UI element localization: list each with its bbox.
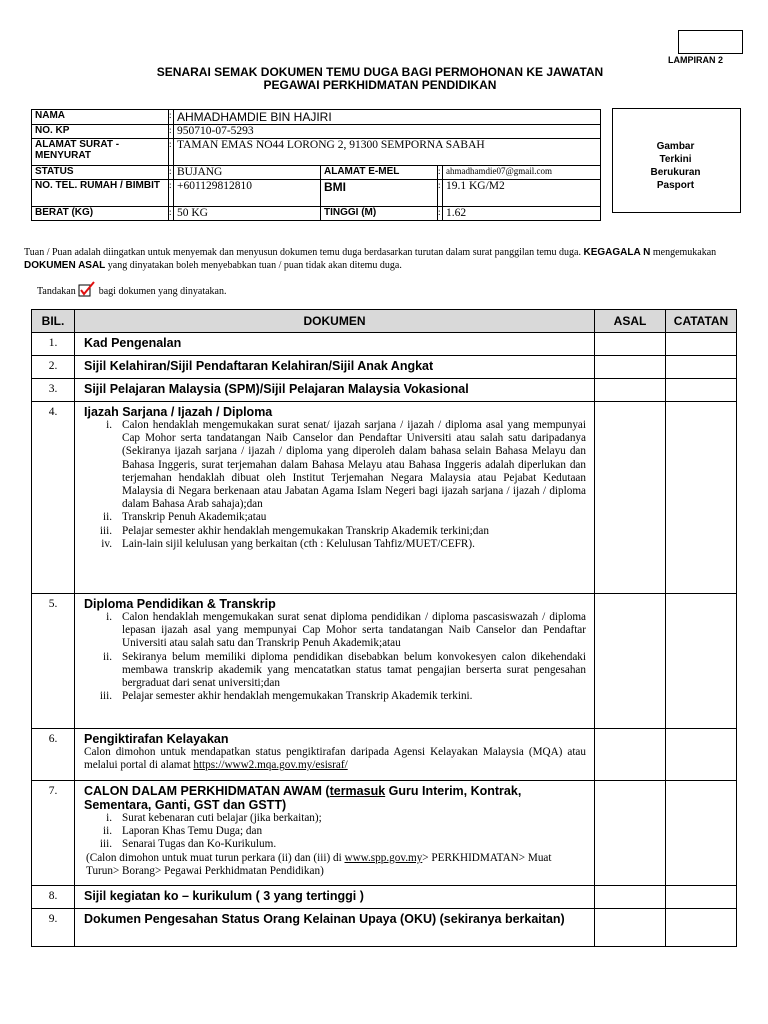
label-berat: BERAT (KG) <box>32 207 169 221</box>
catatan-cell[interactable] <box>666 886 737 909</box>
table-row <box>32 333 737 356</box>
list-marker: i. <box>106 419 112 431</box>
note-part-a: (Calon dimohon untuk muat turun perkara (ii) dan (iii) di <box>86 851 345 864</box>
list-text: Pelajar semester akhir hendaklah mengemukakan Transkrip Akademik terkini;dan <box>122 524 489 537</box>
asal-checkbox-cell[interactable] <box>595 402 666 594</box>
catatan-cell[interactable] <box>666 379 737 402</box>
value-tinggi: 1.62 <box>443 207 601 221</box>
tandakan-instruction <box>37 281 226 300</box>
body-text: Calon dimohon untuk mendapatkan status pengiktirafan daripada Agensi Kelayakan Malaysia (MQA) atau melalui portal di alamat <box>84 746 586 772</box>
document-title <box>84 784 586 812</box>
list-text: Senarai Tugas dan Ko-Kurikulum. <box>122 838 277 851</box>
row-number: 6. <box>32 729 75 781</box>
catatan-cell[interactable] <box>666 594 737 729</box>
sep: : <box>438 166 443 180</box>
list-text: Calon hendaklah mengemukakan surat senat diploma pendidikan / diploma pascasiswazah / diploma lepasan ijazah asal yang mempunyai Cap Mohor serta tandatangan Naib Canselor dan Pendaftar Universiti atau salah satu dan Transkrip Penuh Akademik;atau <box>122 611 586 650</box>
asal-checkbox-cell[interactable] <box>595 379 666 402</box>
document-title: Ijazah Sarjana / Ijazah / Diploma <box>84 405 273 419</box>
col-bil: BIL. <box>32 310 75 333</box>
sep: : <box>169 110 174 125</box>
list-item <box>84 838 586 851</box>
row-number: 9. <box>32 909 75 947</box>
label-alamat: ALAMAT SURAT - MENYURAT <box>32 139 169 166</box>
list-item <box>84 825 586 838</box>
label-status: STATUS <box>32 166 169 180</box>
title-part-b: Guru Interim, Kontrak, Sementara, Ganti, GST dan GSTT) <box>84 784 522 812</box>
note-part-b: > PERKHIDMATAN> Muat Turun> Borang> Pegawai Perkhidmatan Pendidikan) <box>86 851 552 877</box>
list-text: Sekiranya belum memiliki diploma pendidikan disebabkan belum konvokesyen calon dikehendaki membawa transkrip akademik yang mencatatkan status tamat pengajian berserta surat pengesahan bergraduat dari senat universiti;dan <box>122 650 586 690</box>
sep: : <box>169 166 174 180</box>
row-number: 8. <box>32 886 75 909</box>
tandakan-suffix: bagi dokumen yang dinyatakan. <box>98 286 227 297</box>
catatan-cell[interactable] <box>666 356 737 379</box>
table-row <box>32 356 737 379</box>
reference-box <box>678 30 743 54</box>
row-nokp <box>32 125 601 139</box>
list-item <box>84 651 586 691</box>
row-number: 5. <box>32 594 75 729</box>
download-note <box>84 852 586 878</box>
value-status: BUJANG <box>174 166 321 180</box>
title-part-a: CALON DALAM PERKHIDMATAN AWAM ( <box>84 784 330 798</box>
list-item <box>84 690 586 703</box>
row-nama <box>32 110 601 125</box>
catatan-cell[interactable] <box>666 909 737 947</box>
title-underlined: termasuk <box>329 784 386 798</box>
list-item <box>84 812 586 825</box>
value-nama: AHMADHAMDIE BIN HAJIRI <box>174 110 601 125</box>
table-header-row <box>32 310 737 333</box>
catatan-cell[interactable] <box>666 781 737 886</box>
value-berat: 50 KG <box>174 207 321 221</box>
label-tel: NO. TEL. RUMAH / BIMBIT <box>32 180 169 207</box>
row-number: 7. <box>32 781 75 886</box>
sep: : <box>169 180 174 207</box>
list-marker: iii. <box>99 690 112 703</box>
document-title: Dokumen Pengesahan Status Orang Kelainan Upaya (OKU) (sekiranya berkaitan) <box>84 912 565 926</box>
checkmark-icon <box>78 281 96 300</box>
table-row <box>32 781 737 886</box>
list-item <box>84 525 586 538</box>
row-number: 1. <box>32 333 75 356</box>
document-title: Sijil kegiatan ko – kurikulum ( 3 yang tertinggi ) <box>84 889 364 903</box>
document-title: Kad Pengenalan <box>84 336 182 350</box>
value-alamat: TAMAN EMAS NO44 LORONG 2, 91300 SEMPORNA SABAH <box>174 139 601 166</box>
row-number: 4. <box>32 402 75 594</box>
col-catatan: CATATAN <box>666 310 737 333</box>
photo-line-3: Berukuran <box>650 167 701 178</box>
list-item <box>84 538 586 551</box>
notice-dokumen-asal: DOKUMEN ASAL <box>24 260 106 271</box>
asal-checkbox-cell[interactable] <box>595 333 666 356</box>
value-email: ahmadhamdie07@gmail.com <box>443 166 601 180</box>
sep: : <box>169 207 174 221</box>
list-item <box>84 419 586 511</box>
list-marker: iv. <box>101 537 112 550</box>
row-number: 3. <box>32 379 75 402</box>
notice-part-c: mengemukakan <box>650 247 717 258</box>
list-text: Laporan Khas Temu Duga; dan <box>122 825 263 838</box>
applicant-info-table <box>31 109 601 221</box>
document-title: Sijil Pelajaran Malaysia (SPM)/Sijil Pelajaran Malaysia Vokasional <box>84 382 469 396</box>
notice-part-a: Tuan / Puan adalah diingatkan untuk menyemak dan menyusun dokumen temu duga berdasarkan turutan dalam surat panggilan temu duga. <box>24 247 584 258</box>
sep: : <box>438 180 443 207</box>
table-row <box>32 729 737 781</box>
photo-line-2: Terkini <box>659 154 692 165</box>
document-checklist-table <box>31 309 737 947</box>
list-text: Transkrip Penuh Akademik;atau <box>122 511 267 524</box>
label-nokp: NO. KP <box>32 125 169 139</box>
title-line-2: PEGAWAI PERKHIDMATAN PENDIDIKAN <box>263 78 497 92</box>
photo-line-4: Pasport <box>656 180 695 191</box>
notice-part-e: yang dinyatakan boleh menyebabkan tuan / puan tidak akan ditemu duga. <box>105 260 402 271</box>
lampiran-label: LAMPIRAN 2 <box>668 55 724 65</box>
label-nama: NAMA <box>32 110 169 125</box>
value-bmi: 19.1 KG/M2 <box>443 180 601 207</box>
list-item <box>84 611 586 651</box>
notice-text <box>24 246 742 272</box>
row-number: 2. <box>32 356 75 379</box>
list-marker: iii. <box>99 524 112 537</box>
list-marker: i. <box>106 611 112 623</box>
asal-checkbox-cell[interactable] <box>595 729 666 781</box>
list-text: Calon hendaklah mengemukakan surat senat/ ijazah sarjana / ijazah / diploma asal yang mempunyai Cap Mohor serta tandatangan Naib Canselor dan Pendaftar Universiti atau salah satu daripadanya (Sekiranya ijazah sarjana / ijazah / diploma yang diperoleh dalam bahasa selain Bahasa Melayu dan Bahasa Inggeris, surat terjemahan dalam Bahasa Melayu atau Bahasa Inggeris adalah diperlukan dan terjemahan hendaklah dibuat oleh Institut Terjemahan Negara Malaysia atau Pejabat Kedutaan Malaysia di Negara berkenaan atau Jabatan Agama Islam Negeri bagi ijazah sarjana / ijazah / diploma dalam Bahasa Arab sahaja);dan <box>122 419 586 511</box>
document-title: Diploma Pendidikan & Transkrip <box>84 597 276 611</box>
asal-checkbox-cell[interactable] <box>595 356 666 379</box>
row-berat <box>32 207 601 221</box>
asal-checkbox-cell[interactable] <box>595 594 666 729</box>
catatan-cell[interactable] <box>666 729 737 781</box>
table-row <box>32 402 737 594</box>
label-email: ALAMAT E-MEL <box>321 166 438 180</box>
catatan-cell[interactable] <box>666 402 737 594</box>
list-text: Lain-lain sijil kelulusan yang berkaitan (cth : Kelulusan Tahfiz/MUET/CEFR). <box>122 537 475 550</box>
table-row <box>32 886 737 909</box>
item-body <box>84 746 586 772</box>
sep: : <box>169 125 174 139</box>
notice-kegagalan: KEGAGALA N <box>583 247 651 258</box>
document-title: Sijil Kelahiran/Sijil Pendaftaran Kelahiran/Sijil Anak Angkat <box>84 359 434 373</box>
table-row <box>32 379 737 402</box>
table-row <box>32 909 737 947</box>
tandakan-label: Tandakan <box>37 286 76 297</box>
mqa-link[interactable]: https://www2.mqa.gov.my/esisraf/ <box>193 759 348 772</box>
list-marker: ii. <box>102 511 112 524</box>
list-marker: ii. <box>102 825 112 838</box>
row-alamat <box>32 139 601 166</box>
col-dokumen: DOKUMEN <box>75 310 595 333</box>
photo-line-1: Gambar <box>656 141 695 152</box>
value-nokp: 950710-07-5293 <box>174 125 601 139</box>
row-status <box>32 166 601 180</box>
label-bmi: BMI <box>321 180 438 207</box>
document-title: Pengiktirafan Kelayakan <box>84 732 229 746</box>
list-marker: ii. <box>102 650 112 663</box>
sep: : <box>169 139 174 166</box>
label-tinggi: TINGGI (M) <box>321 207 438 221</box>
list-text: Surat kebenaran cuti belajar (jika berkaitan); <box>122 812 322 824</box>
list-text: Pelajar semester akhir hendaklah mengemukakan Transkrip Akademik terkini. <box>122 690 473 703</box>
sep: : <box>438 207 443 221</box>
col-asal: ASAL <box>595 310 666 333</box>
catatan-cell[interactable] <box>666 333 737 356</box>
list-marker: i. <box>106 812 112 824</box>
title-line-1: SENARAI SEMAK DOKUMEN TEMU DUGA BAGI PERMOHONAN KE JAWATAN <box>156 65 604 79</box>
asal-checkbox-cell[interactable] <box>595 886 666 909</box>
photo-caption <box>612 140 739 192</box>
list-marker: iii. <box>99 838 112 851</box>
asal-checkbox-cell[interactable] <box>595 781 666 886</box>
value-tel: +601129812810 <box>174 180 321 207</box>
asal-checkbox-cell[interactable] <box>595 909 666 947</box>
table-row <box>32 594 737 729</box>
list-item <box>84 511 586 524</box>
page-title <box>60 66 700 92</box>
spp-link[interactable]: www.spp.gov.my <box>344 851 423 864</box>
row-tel <box>32 180 601 207</box>
